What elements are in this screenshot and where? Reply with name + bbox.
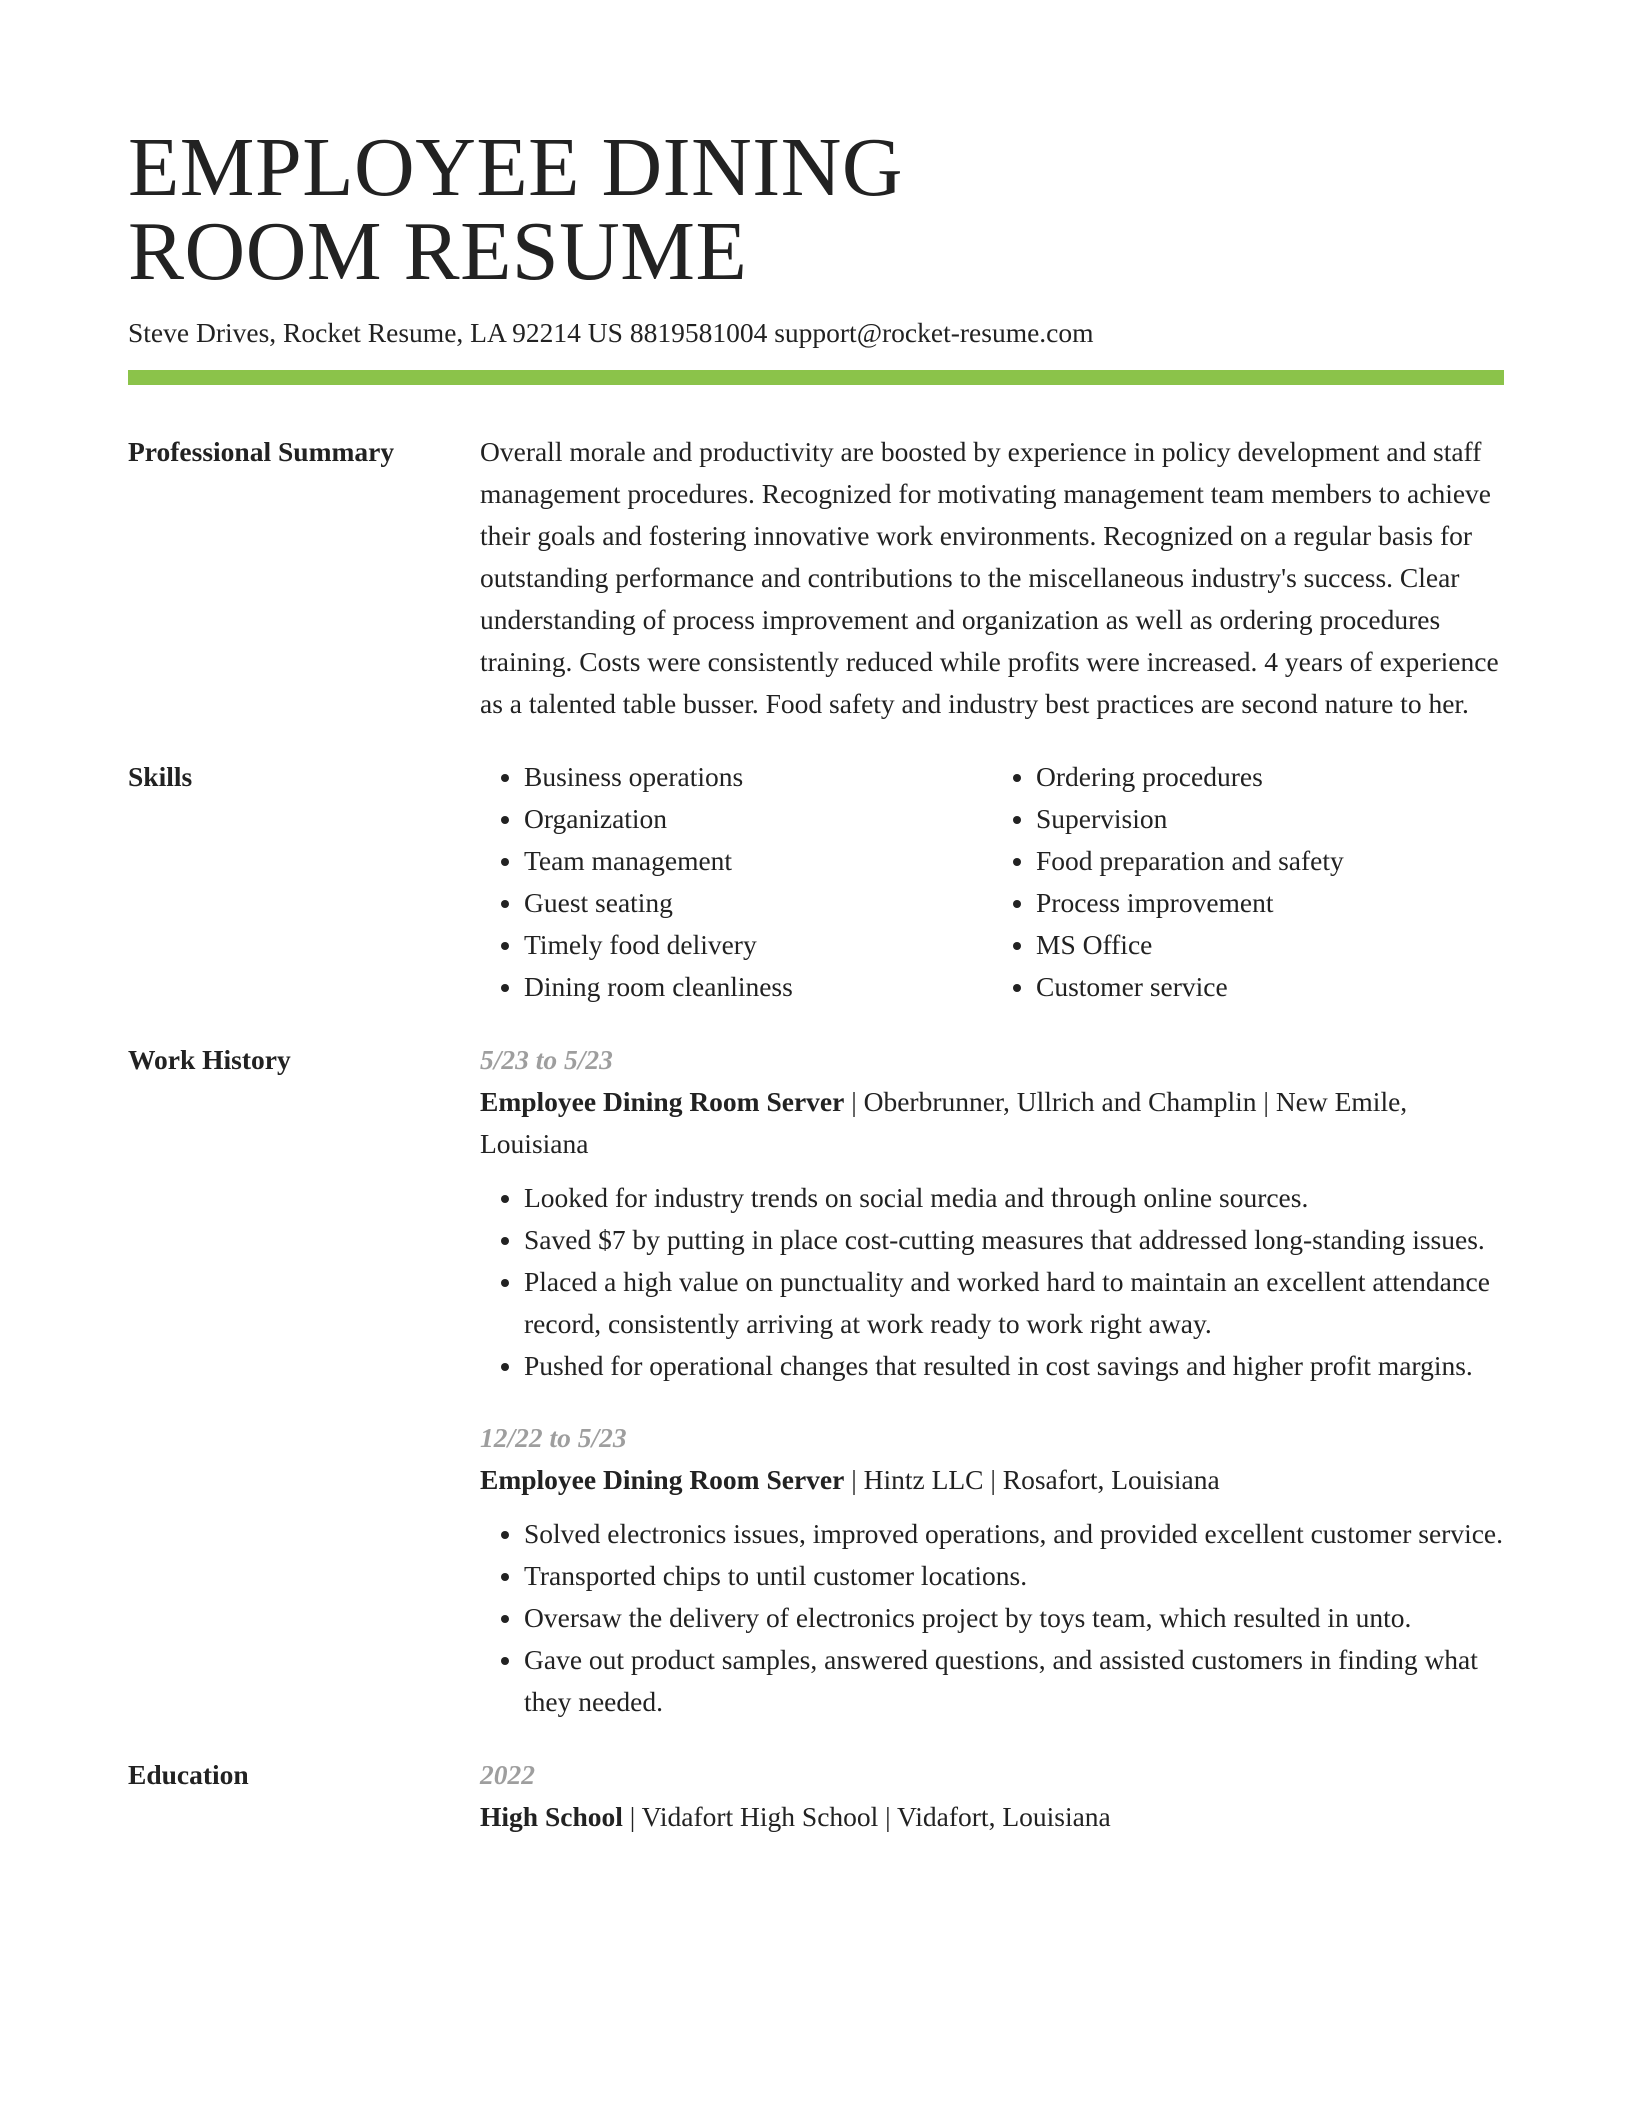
summary-heading: Professional Summary xyxy=(128,436,395,467)
education-degree: High School xyxy=(480,1801,623,1832)
job-dates: 12/22 to 5/23 xyxy=(480,1422,627,1453)
skill-item: • Ordering procedures xyxy=(1036,756,1504,798)
job-dates: 5/23 to 5/23 xyxy=(480,1044,613,1075)
job-bullets xyxy=(480,1513,1504,1723)
work-section xyxy=(128,1039,1504,1723)
job-entry xyxy=(480,1417,1504,1723)
skills-list-right xyxy=(992,756,1504,1008)
job-header xyxy=(480,1081,1504,1165)
work-heading: Work History xyxy=(128,1044,291,1075)
job-bullet: • Placed a high value on punctuality and worked hard to maintain an excellent attendance record, consistently arriving at work ready to work right away. xyxy=(524,1261,1504,1345)
skill-item: • Timely food delivery xyxy=(524,924,992,966)
education-entry xyxy=(480,1796,1504,1838)
job-details: | Oberbrunner, Ullrich and Champlin | New Emile, Louisiana xyxy=(480,1086,1408,1159)
resume-page xyxy=(128,0,1504,1838)
job-details: | Hintz LLC | Rosafort, Louisiana xyxy=(844,1464,1220,1495)
job-bullet: • Pushed for operational changes that resulted in cost savings and higher profit margins. xyxy=(524,1345,1504,1387)
job-bullet: • Solved electronics issues, improved operations, and provided excellent customer service. xyxy=(524,1513,1504,1555)
job-entry xyxy=(480,1039,1504,1387)
skill-item: • Supervision xyxy=(1036,798,1504,840)
skill-item: • Process improvement xyxy=(1036,882,1504,924)
title-line-1: EMPLOYEE DINING xyxy=(128,121,904,214)
job-bullet: • Transported chips to until customer locations. xyxy=(524,1555,1504,1597)
skills-list-left xyxy=(480,756,992,1008)
skill-item: • Food preparation and safety xyxy=(1036,840,1504,882)
skills-section xyxy=(128,756,1504,1008)
job-bullet: • Oversaw the delivery of electronics project by toys team, which resulted in unto. xyxy=(524,1597,1504,1639)
job-bullets xyxy=(480,1177,1504,1387)
title-line-2: ROOM RESUME xyxy=(128,205,748,298)
job-bullet: • Gave out product samples, answered questions, and assisted customers in finding what they needed. xyxy=(524,1639,1504,1723)
job-bullet: • Looked for industry trends on social media and through online sources. xyxy=(524,1177,1504,1219)
education-heading: Education xyxy=(128,1759,249,1790)
education-details: | Vidafort High School | Vidafort, Louisiana xyxy=(622,1801,1111,1832)
education-year: 2022 xyxy=(480,1759,535,1790)
skill-item: • MS Office xyxy=(1036,924,1504,966)
summary-text: Overall morale and productivity are boosted by experience in policy development and staff management procedures. Recognized for motivating management team members to achieve their goals and fostering innovative work environments. Recognized on a regular basis for outstanding performance and contributions to the miscellaneous industry's success. Clear understanding of process improvement and organization as well as ordering procedures training. Costs were consistently reduced while profits were increased. 4 years of experience as a talented table busser. Food safety and industry best practices are second nature to her. xyxy=(480,436,1499,719)
skill-item: • Guest seating xyxy=(524,882,992,924)
accent-divider xyxy=(128,370,1504,385)
skill-item: • Dining room cleanliness xyxy=(524,966,992,1008)
skills-heading: Skills xyxy=(128,761,193,792)
job-title: Employee Dining Room Server xyxy=(480,1464,845,1495)
job-title: Employee Dining Room Server xyxy=(480,1086,845,1117)
contact-info: Steve Drives, Rocket Resume, LA 92214 US 8819581004 support@rocket-resume.com xyxy=(128,317,1094,348)
education-section xyxy=(128,1754,1504,1838)
job-header xyxy=(480,1459,1504,1501)
summary-section xyxy=(128,431,1504,725)
resume-title xyxy=(128,0,1504,298)
skill-item: • Team management xyxy=(524,840,992,882)
skill-item: • Business operations xyxy=(524,756,992,798)
job-bullet: • Saved $7 by putting in place cost-cutting measures that addressed long-standing issues. xyxy=(524,1219,1504,1261)
skill-item: • Customer service xyxy=(1036,966,1504,1008)
skill-item: • Organization xyxy=(524,798,992,840)
